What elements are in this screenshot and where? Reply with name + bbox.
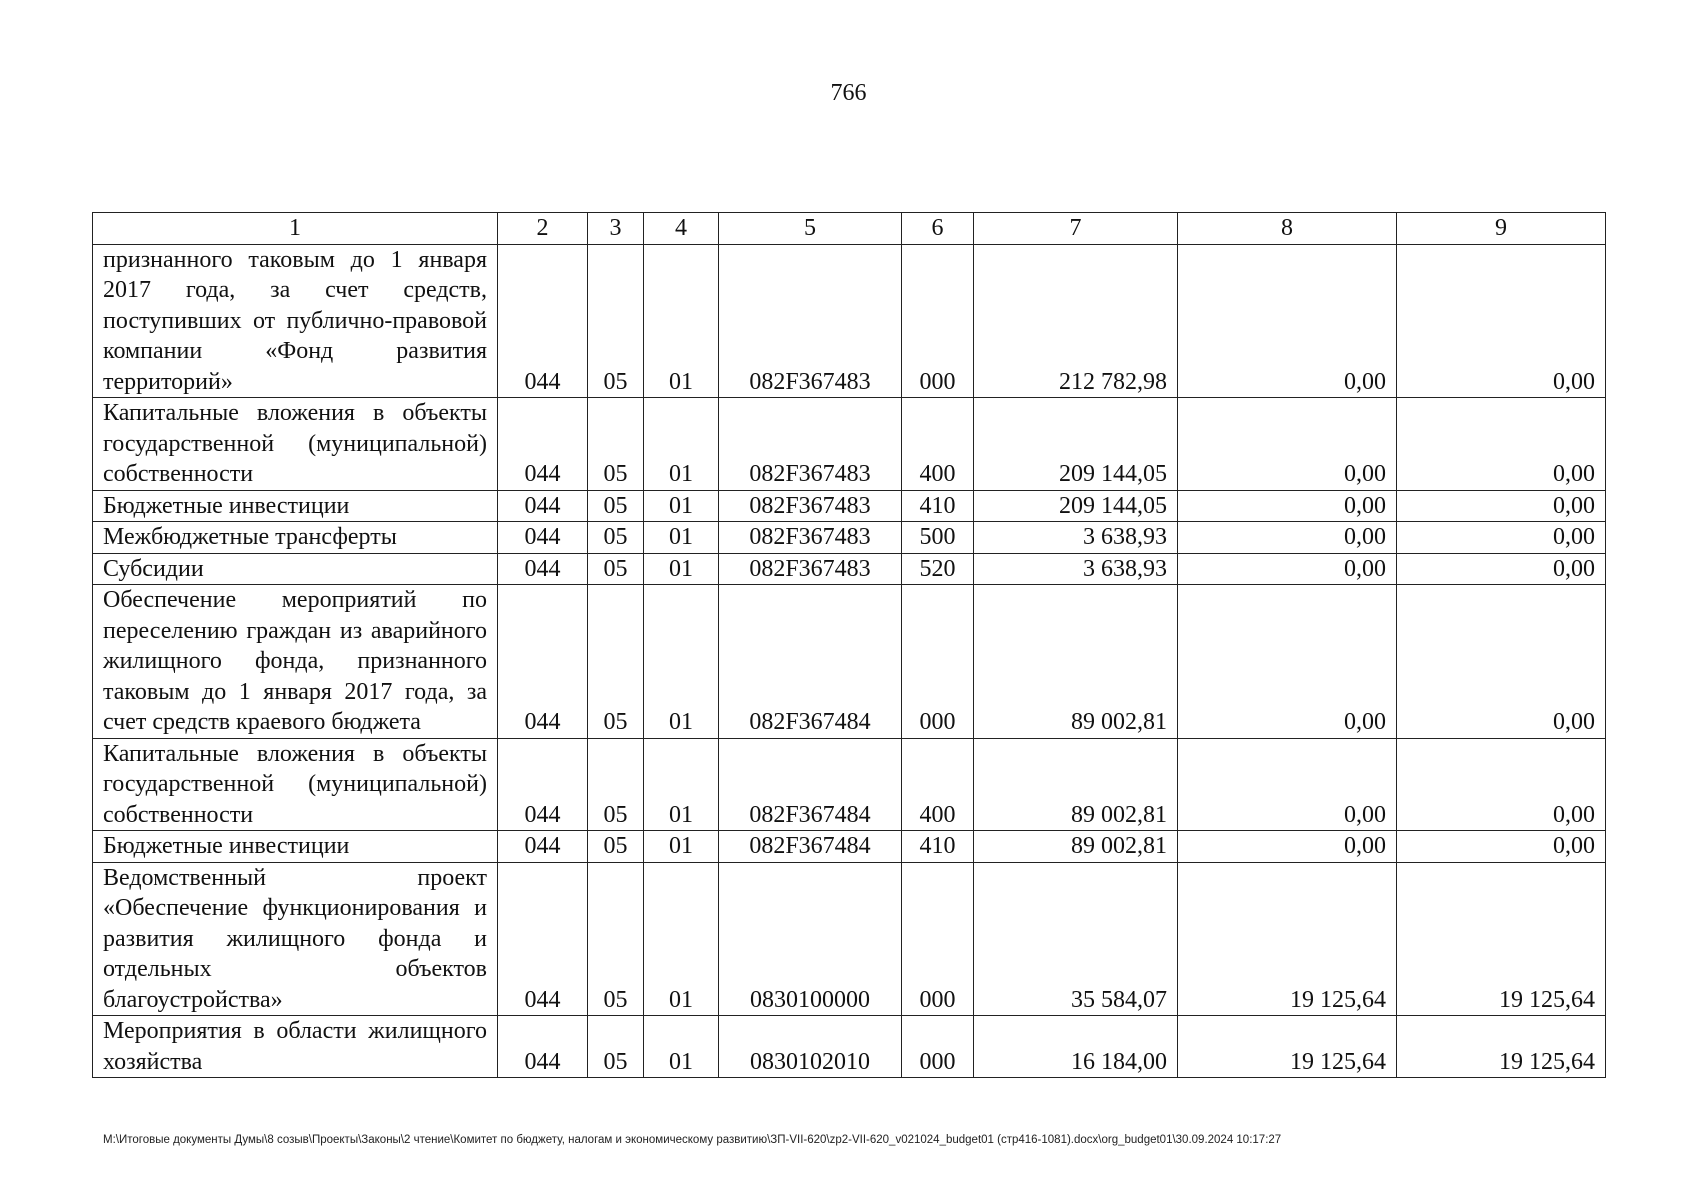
- table-header-row: [93, 213, 1606, 245]
- table-row: [93, 831, 1606, 863]
- gov-code-cell: 044: [498, 553, 588, 585]
- amount-2025-cell: 0,00: [1178, 831, 1397, 863]
- amount-2024-cell: 89 002,81: [974, 738, 1178, 831]
- description-cell: Межбюджетные трансферты: [93, 522, 498, 554]
- gov-code-cell: 044: [498, 862, 588, 1016]
- amount-2026-cell: 0,00: [1397, 831, 1606, 863]
- description-cell: Субсидии: [93, 553, 498, 585]
- expense-type-cell: 400: [902, 738, 974, 831]
- expense-type-cell: 000: [902, 585, 974, 739]
- column-header: 3: [588, 213, 644, 245]
- section-cell: 05: [588, 522, 644, 554]
- section-cell: 05: [588, 244, 644, 398]
- table-row: [93, 522, 1606, 554]
- subsection-cell: 01: [644, 553, 719, 585]
- column-header: 5: [719, 213, 902, 245]
- description-cell: Капитальные вложения в объекты государственной (муниципальной) собственности: [93, 398, 498, 491]
- expense-type-cell: 520: [902, 553, 974, 585]
- description-cell: Бюджетные инвестиции: [93, 831, 498, 863]
- section-cell: 05: [588, 553, 644, 585]
- section-cell: 05: [588, 490, 644, 522]
- amount-2026-cell: 0,00: [1397, 244, 1606, 398]
- target-article-cell: 0830102010: [719, 1016, 902, 1078]
- page-number: 766: [830, 80, 867, 106]
- gov-code-cell: 044: [498, 738, 588, 831]
- gov-code-cell: 044: [498, 490, 588, 522]
- amount-2025-cell: 19 125,64: [1178, 1016, 1397, 1078]
- table-row: [93, 1016, 1606, 1078]
- budget-table: [92, 212, 1606, 1078]
- expense-type-cell: 500: [902, 522, 974, 554]
- table-row: [93, 490, 1606, 522]
- amount-2025-cell: 0,00: [1178, 585, 1397, 739]
- table-row: [93, 398, 1606, 491]
- section-cell: 05: [588, 398, 644, 491]
- description-cell: Бюджетные инвестиции: [93, 490, 498, 522]
- footer-file-path: M:\Итоговые документы Думы\8 созыв\Проекты\Законы\2 чтение\Комитет по бюджету, налогам и экономическому развитию\ЗП-VII-620\zp2-VII-620_v021024_budget01 (стр416-1081).docx\org_budget01\30.09.2024 10:17:27: [103, 1134, 1282, 1146]
- description-cell: Обеспечение мероприятий по переселению граждан из аварийного жилищного фонда, признанного таковым до 1 января 2017 года, за счет средств краевого бюджета: [93, 585, 498, 739]
- amount-2024-cell: 209 144,05: [974, 490, 1178, 522]
- column-header: 2: [498, 213, 588, 245]
- table-row: [93, 862, 1606, 1016]
- section-cell: 05: [588, 738, 644, 831]
- amount-2026-cell: 19 125,64: [1397, 862, 1606, 1016]
- amount-2025-cell: 0,00: [1178, 490, 1397, 522]
- amount-2026-cell: 0,00: [1397, 585, 1606, 739]
- subsection-cell: 01: [644, 244, 719, 398]
- target-article-cell: 082F367483: [719, 553, 902, 585]
- column-header: 4: [644, 213, 719, 245]
- expense-type-cell: 400: [902, 398, 974, 491]
- amount-2025-cell: 0,00: [1178, 738, 1397, 831]
- amount-2025-cell: 19 125,64: [1178, 862, 1397, 1016]
- section-cell: 05: [588, 1016, 644, 1078]
- amount-2024-cell: 89 002,81: [974, 831, 1178, 863]
- target-article-cell: 0830100000: [719, 862, 902, 1016]
- gov-code-cell: 044: [498, 1016, 588, 1078]
- amount-2026-cell: 19 125,64: [1397, 1016, 1606, 1078]
- table-row: [93, 244, 1606, 398]
- amount-2026-cell: 0,00: [1397, 398, 1606, 491]
- subsection-cell: 01: [644, 738, 719, 831]
- column-header: 6: [902, 213, 974, 245]
- description-cell: Ведомственный проект «Обеспечение функционирования и развития жилищного фонда и отдельных объектов благоустройства»: [93, 862, 498, 1016]
- target-article-cell: 082F367483: [719, 522, 902, 554]
- target-article-cell: 082F367483: [719, 244, 902, 398]
- table-row: [93, 585, 1606, 739]
- target-article-cell: 082F367483: [719, 490, 902, 522]
- amount-2024-cell: 35 584,07: [974, 862, 1178, 1016]
- expense-type-cell: 410: [902, 490, 974, 522]
- target-article-cell: 082F367484: [719, 738, 902, 831]
- amount-2025-cell: 0,00: [1178, 522, 1397, 554]
- target-article-cell: 082F367484: [719, 831, 902, 863]
- description-cell: Капитальные вложения в объекты государственной (муниципальной) собственности: [93, 738, 498, 831]
- amount-2026-cell: 0,00: [1397, 522, 1606, 554]
- subsection-cell: 01: [644, 522, 719, 554]
- gov-code-cell: 044: [498, 398, 588, 491]
- gov-code-cell: 044: [498, 585, 588, 739]
- subsection-cell: 01: [644, 585, 719, 739]
- expense-type-cell: 000: [902, 1016, 974, 1078]
- expense-type-cell: 410: [902, 831, 974, 863]
- amount-2025-cell: 0,00: [1178, 244, 1397, 398]
- column-header: 1: [93, 213, 498, 245]
- target-article-cell: 082F367483: [719, 398, 902, 491]
- amount-2026-cell: 0,00: [1397, 738, 1606, 831]
- description-cell: Мероприятия в области жилищного хозяйства: [93, 1016, 498, 1078]
- expense-type-cell: 000: [902, 244, 974, 398]
- amount-2025-cell: 0,00: [1178, 398, 1397, 491]
- amount-2024-cell: 209 144,05: [974, 398, 1178, 491]
- gov-code-cell: 044: [498, 244, 588, 398]
- amount-2024-cell: 3 638,93: [974, 553, 1178, 585]
- section-cell: 05: [588, 585, 644, 739]
- subsection-cell: 01: [644, 831, 719, 863]
- subsection-cell: 01: [644, 490, 719, 522]
- target-article-cell: 082F367484: [719, 585, 902, 739]
- column-header: 7: [974, 213, 1178, 245]
- amount-2026-cell: 0,00: [1397, 490, 1606, 522]
- description-cell: признанного таковым до 1 января 2017 года, за счет средств, поступивших от публично-правовой компании «Фонд развития территорий»: [93, 244, 498, 398]
- table-row: [93, 738, 1606, 831]
- section-cell: 05: [588, 831, 644, 863]
- column-header: 8: [1178, 213, 1397, 245]
- amount-2024-cell: 3 638,93: [974, 522, 1178, 554]
- gov-code-cell: 044: [498, 831, 588, 863]
- amount-2025-cell: 0,00: [1178, 553, 1397, 585]
- gov-code-cell: 044: [498, 522, 588, 554]
- amount-2024-cell: 89 002,81: [974, 585, 1178, 739]
- section-cell: 05: [588, 862, 644, 1016]
- subsection-cell: 01: [644, 398, 719, 491]
- table-row: [93, 553, 1606, 585]
- amount-2024-cell: 16 184,00: [974, 1016, 1178, 1078]
- column-header: 9: [1397, 213, 1606, 245]
- subsection-cell: 01: [644, 1016, 719, 1078]
- amount-2024-cell: 212 782,98: [974, 244, 1178, 398]
- subsection-cell: 01: [644, 862, 719, 1016]
- expense-type-cell: 000: [902, 862, 974, 1016]
- amount-2026-cell: 0,00: [1397, 553, 1606, 585]
